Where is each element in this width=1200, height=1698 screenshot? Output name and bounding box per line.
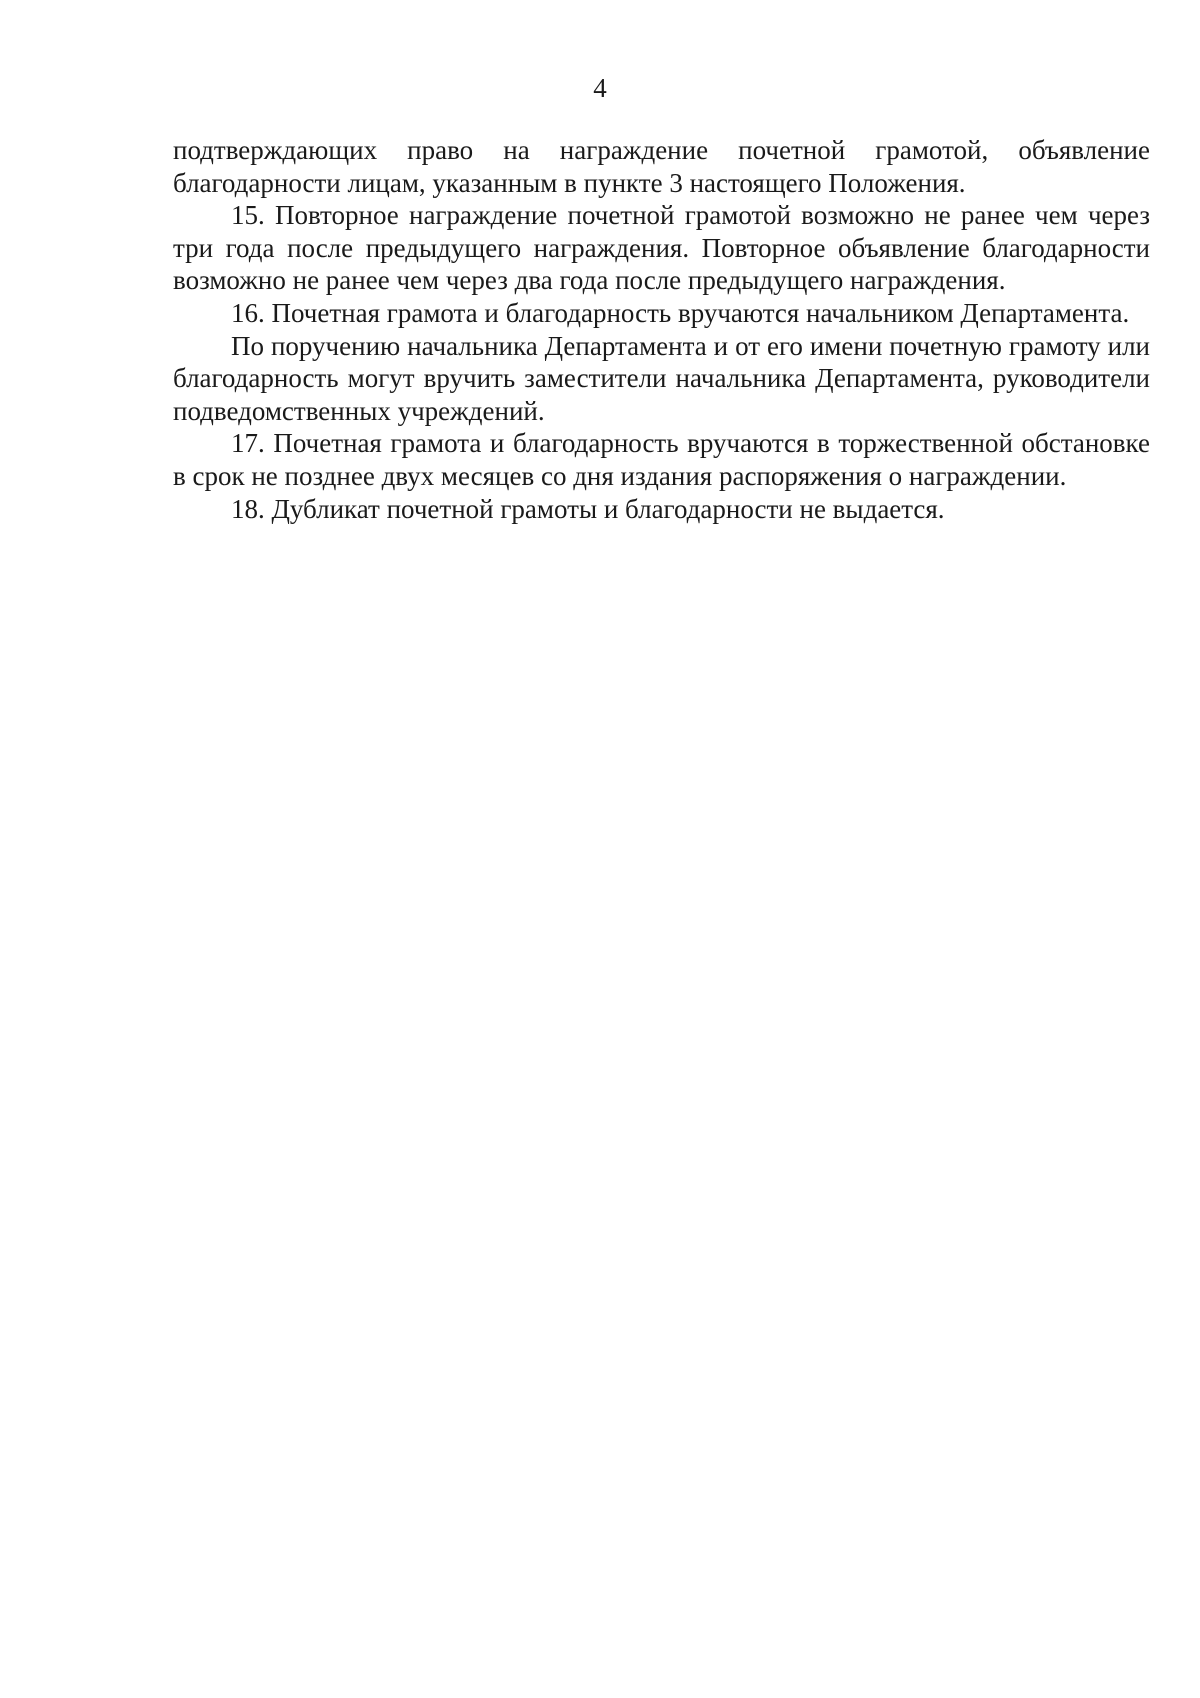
paragraph-item-16-continuation: По поручению начальника Департамента и от его имени почетную грамоту или благодарность могут вручить заместители начальника Департамента, руководители подведомственных учреждений.	[173, 330, 1150, 426]
document-body	[173, 134, 1150, 525]
paragraph-item-17: 17. Почетная грамота и благодарность вручаются в торжественной обстановке в срок не позднее двух месяцев со дня издания распоряжения о награждении.	[173, 428, 1150, 491]
paragraph-continuation: подтверждающих право на награждение почетной грамотой, объявление благодарности лицам, указанным в пункте 3 настоящего Положения.	[173, 135, 1150, 198]
page-number: 4	[593, 73, 607, 103]
paragraph-item-15: 15. Повторное награждение почетной грамотой возможно не ранее чем через три года после предыдущего награждения. Повторное объявление благодарности возможно не ранее чем через два года после предыдущего награждения.	[173, 200, 1150, 296]
paragraph-item-16: 16. Почетная грамота и благодарность вручаются начальником Департамента.	[231, 297, 1130, 328]
paragraph-item-18: 18. Дубликат почетной грамоты и благодарности не выдается.	[231, 493, 945, 524]
